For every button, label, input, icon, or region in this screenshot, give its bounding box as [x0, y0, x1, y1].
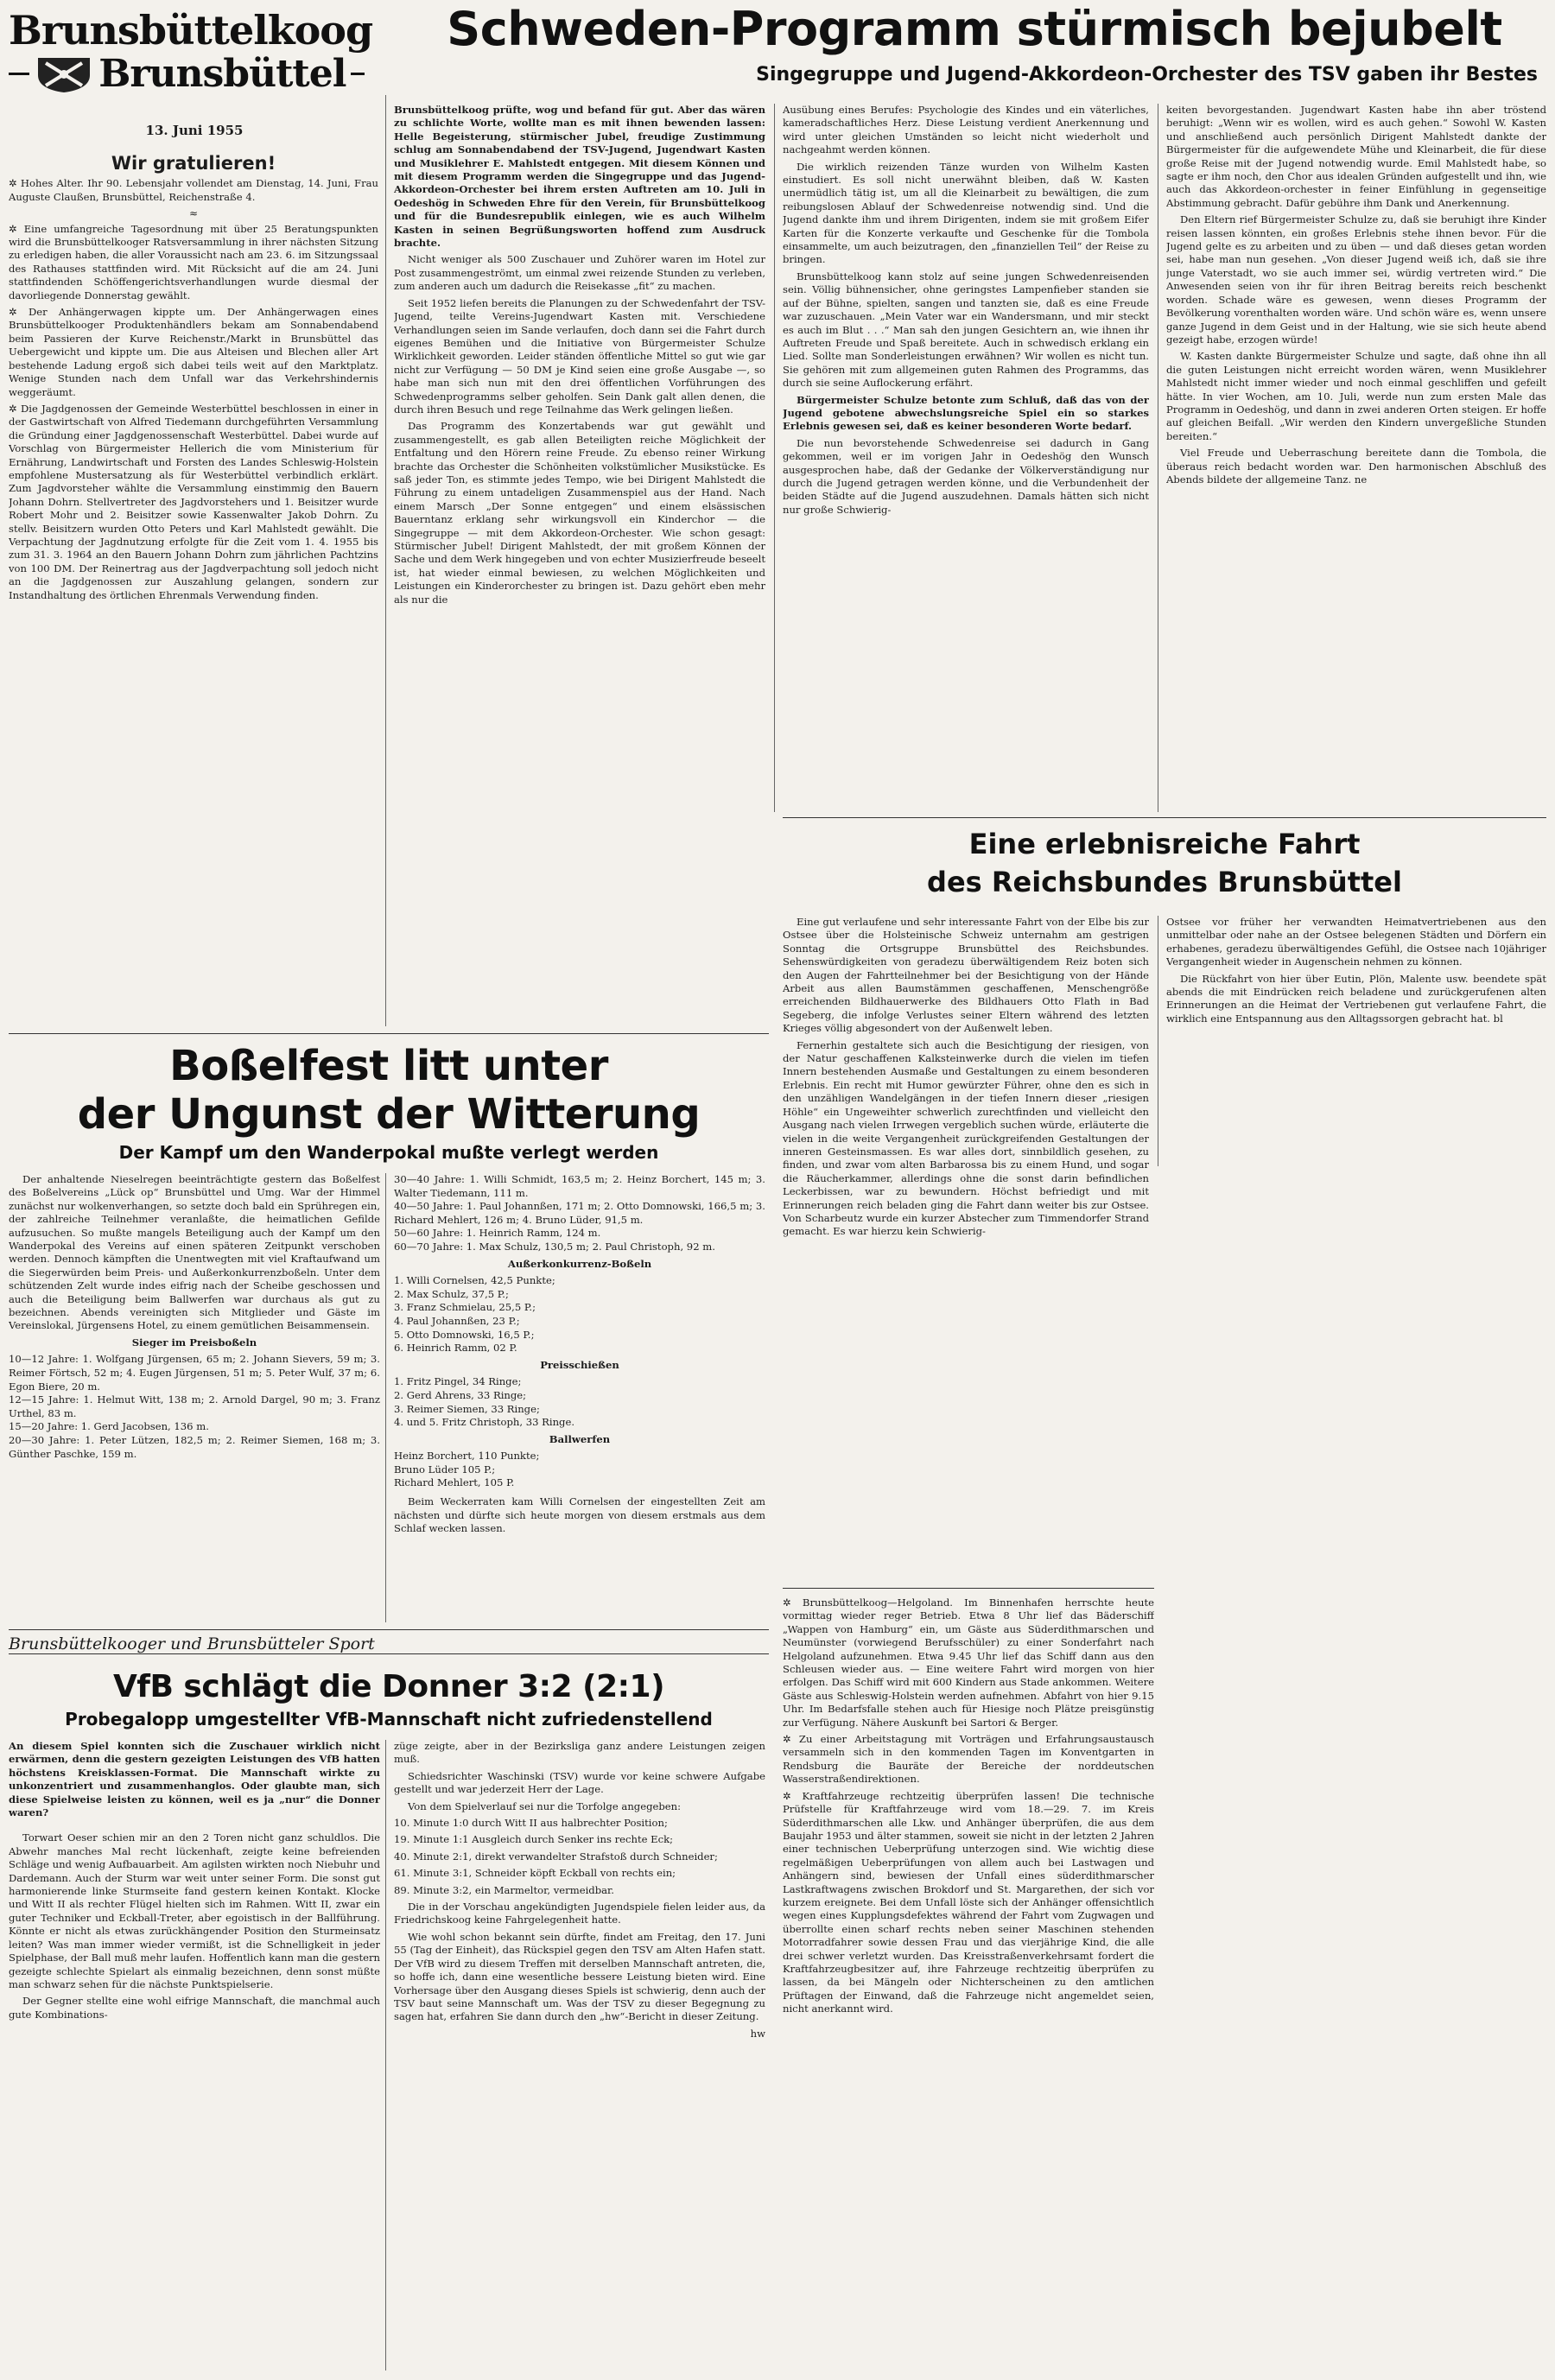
reichsbund-column-1 [783, 916, 1149, 1581]
sport-paragraph: Wie wohl schon bekannt sein dürfte, findet am Freitag, den 17. Juni 55 (Tag der Einheit), das Rückspiel gegen den TSV am Alten Hafen statt. Der VfB wird zu diesem Treffen mit derselben Mannschaft antreten, die, so hoffe ich, dann eine wesentliche bessere Leistung bieten wird. Eine Vorhersage über den Ausgang dieses Spiels ist schwierig, denn auch der TSV baut seine Mannschaft um. Was der TSV zu dieser Begegnung zu sagen hat, erfahren Sie dann durch den „hw“-Bericht in dieser Zeitung. [394, 1930, 765, 2023]
reichsbund-paragraph: Fernerhin gestaltete sich auch die Besichtigung der riesigen, von der Natur geschaffenen Kalksteinwerke durch die vielen im tiefen Innern bestehenden Ausmaße und Gestaltungen zu einem besonderen Erlebnis. Ein recht mit Humor gewürzter Führer, ohne den es sich in den unzähligen Wandelgängen in der tiefen Innern dieser „riesigen Höhle“ ein Ungeweihter schwerlich zurechtfinden und vielleicht den Ausgang nach vielen Irrwegen vergeblich suchen würde, erläuterte die vielen in die weite Vergangenheit zurückgreifenden Gestaltungen der inneren Gesteinsmassen. Es war alles dort, sinnbildlich gesehen, zu finden, und zwar vom alten Barbarossa bis zu einem Hund, und sogar die Räucherkammer, allerdings ohne die sonst darin befindlichen Leckerbissen, war zu bewundern. Höchst befriedigt und mit Erinnerungen reich beladen ging die Fahrt dann weiter bis zur Ostsee. Von Scharbeutz wurde ein kurzer Abstecher zum Timmendorfer Strand gemacht. Es war hierzu kein Schwierig- [783, 1038, 1149, 1238]
bosselfest-column-1 [9, 1173, 380, 1622]
headline-schweden: Schweden-Programm stürmisch bejubelt [447, 2, 1502, 56]
result-row: 3. Reimer Siemen, 33 Ringe; [394, 1402, 540, 1415]
bosselfest-paragraph: Der anhaltende Nieselregen beeinträchtigte gestern das Boßelfest des Boßelvereins „Lück op“ Brunsbüttel und Umg. War der Himmel zunächst nur wolkenverhangen, so setzte doch bald ein Sprühregen ein, der zahlreiche Teilnehmer veranlaßte, die heimatlichen Gefilde aufzusuchen. So mußte mangels Beteiligung auch der Kampf um den Wanderpokal des Vereins auf einen späteren Zeitpunkt verschoben werden. Dennoch kämpften die Unentwegten mit viel Kraftaufwand um die Siegerwürden beim Preis- und Außerkonkurrenzboßeln. Unter dem schützenden Zelt wurde indes eifrig nach der Scheibe geschossen und auch die Beteiligung beim Ballwerfen war durchaus als gut zu bezeichnen. Abends vereinigten sich Mitglieder und Gäste im Vereinslokal, Jürgensens Hotel, zu einem gemütlichen Beisammensein. [9, 1173, 380, 1332]
sport-paragraph: Der Gegner stellte eine wohl eifrige Mannschaft, die manchmal auch gute Kombinations- [9, 1995, 380, 2021]
schweden-column-3 [1166, 104, 1546, 812]
sport-lead: An diesem Spiel konnten sich die Zuschauer wirklich nicht erwärmen, denn die gestern gezeigten Leistungen des VfB hatten höchstens Kreisklassen-Format. Die Mannschaft wirkte zu unkonzentriert und zusammenhanglos. Oder glaubte man, sich diese Spielweise leisten zu können, weil es ja „nur“ die Donner waren? [9, 1740, 380, 1819]
result-row: 5. Otto Domnowski, 16,5 P.; [394, 1328, 535, 1341]
goal-row: 40. Minute 2:1, direkt verwandelter Strafstoß durch Schneider; [394, 1850, 718, 1863]
reichsbund-paragraph: Ostsee vor früher her verwandten Heimatvertriebenen aus den unmittelbar oder nahe an der Ostsee belegenen Städten und Dörfern ein erhabenes, geradezu überwältigendes Gefühl, die Ostsee nach 10jähriger Vergangenheit wieder in Augenschein nehmen zu können. [1166, 916, 1546, 968]
headline-reichsbund-2: des Reichsbundes Brunsbüttel [927, 866, 1402, 898]
sport-paragraph: züge zeigte, aber in der Bezirksliga ganz andere Leistungen zeigen muß. [394, 1740, 765, 1766]
notes-column [783, 1596, 1154, 2370]
bosselfest-closing: Beim Weckerraten kam Willi Cornelsen der eingestellten Zeit am nächsten und dürfte sich heute morgen von diesem erstmals aus dem Schlaf wecken lassen. [394, 1495, 765, 1535]
result-row: 6. Heinrich Ramm, 02 P. [394, 1342, 517, 1355]
sport-paragraph: Schiedsrichter Waschinski (TSV) wurde vor keine schwere Aufgabe gestellt und war jederzeit Herr der Lage. [394, 1769, 765, 1796]
schweden-paragraph: Den Eltern rief Bürgermeister Schulze zu, daß sie beruhigt ihre Kinder reisen lassen könnten, ein großes Erlebnis stehe ihnen bevor. Für die Jugend gelte es zu arbeiten und zu üben — und daß dieses getan worden sei, habe man nun gesehen. „Von dieser Jugend weiß ich, daß sie ihre junge Vaterstadt, wo sie auch immer sei, würdig vertreten wird.“ Die Anwesenden seien von ihr für ihren Beitrag bereits reich beschenkt worden. Schade wäre es gewesen, wenn dieses Programm der Bevölkerung vorenthalten worden wäre. Und schön wäre es, wenn unsere ganze Jugend in dem Geist und in der Haltung, wie sie sich heute abend gezeigt habe, erzogen würde! [1166, 213, 1546, 346]
schweden-paragraph: W. Kasten dankte Bürgermeister Schulze und sagte, daß ohne ihn all die guten Leistungen nicht erreicht worden wären, wenn Musiklehrer Mahlstedt nicht immer wieder und noch einmal geschliffen und gefeilt hätte. In vier Wochen, am 10. Juli, werde nun zum ersten Male das Programm in Oedeshög, und dann in zwei anderen Orten steigen. Er hoffe auf gleichen Beifall. „Wir werden den Kindern unvergeßliche Stunden bereiten.“ [1166, 350, 1546, 442]
schweden-lead: Brunsbüttelkoog prüfte, wog und befand für gut. Aber das wären zu schlichte Worte, wollte man es mit ihnen bewenden lassen: Helle Begeisterung, stürmischer Jubel, freudige Zustimmung schlug am Sonnabendabend der TSV-Jugend, Jugendwart Kasten und Musiklehrer E. Mahlstedt entgegen. Mit diesem Können und mit diesem Programm werden die Singegruppe und das Jugend-Akkordeon-Orchester bei ihrem ersten Auftreten am 10. Juli in Oedeshög in Schweden Ehre für den Verein, für Brunsbüttelkoog und für die Bundesrepublik einlegen, wie es auch Wilhelm Kasten in seinen Begrüßungsworten hoffend zum Ausdruck brachte. [394, 104, 765, 250]
reichsbund-paragraph: Die Rückfahrt von hier über Eutin, Plön, Malente usw. beendete spät abends die mit Eindrücken reich beladene und zurückgerufenen alten Erinnerungen an die Heimat der Vertriebenen gut verlaufene Fahrt, die wirklich eine Entspannung aus den Alltagssorgen gebracht hat. bl [1166, 972, 1546, 1025]
headline-vfb: VfB schlägt die Donner 3:2 (2:1) [112, 1669, 665, 1704]
column-divider [385, 1740, 386, 2370]
result-row: Richard Mehlert, 105 P. [394, 1476, 515, 1489]
schweden-paragraph: Die wirklich reizenden Tänze wurden von Wilhelm Kasten einstudiert. Es soll nicht unerwähnt bleiben, daß W. Kasten unermüdlich tätig ist, um all die Kleinarbeit zu bewältigen, die zum reibungslosen Ablauf der Schwedenreise notwendig sind. Und die Jugend dankte ihm und ihrem Dirigenten, indem sie mit großem Eifer Karten für die Konzerte verkaufte und Geschenke für die Tombola einsammelte, um auch beizutragen, den „finanziellen Teil“ der Reise zu bringen. [783, 160, 1149, 266]
headline-bosselfest-1: Boßelfest litt unter [169, 1042, 608, 1090]
note-jagdgenossen: ✲ Die Jagdgenossen der Gemeinde Westerbüttel beschlossen in einer in der Gastwirtschaft von Alfred Tiedemann durchgeführten Versammlung die Gründung einer Jagdgenossenschaft Westerbüttel. Dabei wurde auf Vorschlag von Bürgermeister Hellerich die vom Ministerium für Ernährung, Landwirtschaft und Forsten des Landes Schleswig-Holstein empfohlene Mustersatzung als für Westerbüttel verbindlich erklärt. Zum Jagdvorsteher wählte die Versammlung einstimmig den Bauern Johann Dohrn. Stellvertreter des Jagdvorstehers und 1. Beisitzer wurde Robert Mohr und 2. Beisitzer sowie Kassenwalter Jakob Dohrn. Zu stellv. Beisitzern wurden Otto Peters und Karl Mahlstedt gewählt. Die Verpachtung der Jagdnutzung erfolgte für die Zeit vom 1. 4. 1955 bis zum 31. 3. 1964 an den Bauern Johann Dohrn zum jährlichen Pachtzins von 100 DM. Der Reinertrag aus der Jagdverpachtung soll jedoch nicht an die Jagdgenossen zur Auszahlung gelangen, sondern zur Instandhaltung des örtlichen Ehrenmals Verwendung finden. [9, 402, 378, 601]
goal-row: 10. Minute 1:0 durch Witt II aus halbrechter Position; [394, 1817, 668, 1830]
town-crest-icon [34, 54, 94, 94]
schweden-bold-paragraph: Bürgermeister Schulze betonte zum Schluß, daß das von der Jugend gebotene abwechslungsreiche Spiel ein so starkes Erlebnis gewesen sei, daß es keiner besonderen Worte bedarf. [783, 393, 1149, 433]
column-divider [774, 104, 775, 812]
sport-paragraph: Die in der Vorschau angekündigten Jugendspiele fielen leider aus, da Friedrichskoog keine Fahrgelegenheit hatte. [394, 1901, 765, 1926]
column-divider [385, 1173, 386, 1622]
subhead-bosselfest: Der Kampf um den Wanderpokal mußte verlegt werden [118, 1142, 659, 1163]
result-row: 20—30 Jahre: 1. Peter Lützen, 182,5 m; 2. Reimer Siemen, 168 m; 3. Günther Paschke, 159 m. [9, 1434, 380, 1460]
results-title-preis: Sieger im Preisboßeln [131, 1336, 257, 1349]
bosselfest-column-2 [394, 1173, 765, 1622]
sport-banner: Brunsbüttelkooger und Brunsbütteler Sport [9, 1634, 769, 1654]
schweden-column-1 [394, 104, 765, 1028]
note-hohes-alter: ✲ Hohes Alter. Ihr 90. Lebensjahr vollendet am Dienstag, 14. Juni, Frau Auguste Claußen, Brunsbüttel, Reichenstraße 4. [9, 177, 378, 203]
note-helgoland: ✲ Brunsbüttelkoog—Helgoland. Im Binnenhafen herrschte heute vormittag wieder reger Betrieb. Etwa 8 Uhr lief das Bäderschiff „Wappen von Hamburg“ ein, um Gäste aus Süderdithmarschen und Neumünster (vorwiegend Berufsschüler) zu einer Sonderfahrt nach Helgoland aufzunehmen. Etwa 9.45 Uhr lief das Schiff dann aus den Schleusen wieder aus. — Eine weitere Fahrt wird morgen von hier erfolgen. Das Schiff wird mit 600 Kindern aus Stade ankommen. Weitere Gäste aus Schleswig-Holstein werden aufnehmen. Abfahrt von hier 9.15 Uhr. Im Bedarfsfalle stehen auch für Hiesige noch Plätze preisgünstig zur Verfügung. Nähere Auskunft bei Sartori & Berger. [783, 1596, 1154, 1729]
masthead [9, 7, 380, 154]
results-title-ausser: Außerkonkurrenz-Boßeln [507, 1257, 652, 1270]
section-rule [783, 1588, 1154, 1589]
reichsbund-column-2 [1166, 916, 1546, 1175]
result-row: 12—15 Jahre: 1. Helmut Witt, 138 m; 2. Arnold Dargel, 90 m; 3. Franz Urthel, 83 m. [9, 1393, 380, 1419]
result-row: 4. und 5. Fritz Christoph, 33 Ringe. [394, 1416, 575, 1429]
column-divider [385, 95, 386, 1026]
subhead-schweden: Singegruppe und Jugend-Akkordeon-Orchester des TSV gaben ihr Bestes [756, 64, 1538, 86]
issue-date: 13. Juni 1955 [145, 123, 244, 138]
schweden-paragraph: Die nun bevorstehende Schwedenreise sei dadurch in Gang gekommen, weil er im vorigen Jahr in Oedeshög den Wunsch ausgesprochen habe, daß der Gedanke der Völkerverständigung nur durch die Jugend getragen werden könne, und die Verbundenheit der beiden Städte auf die Jugend auszudehnen. Damals hätten sich nicht nur große Schwierig- [783, 436, 1149, 516]
schweden-paragraph: Nicht weniger als 500 Zuschauer und Zuhörer waren im Hotel zur Post zusammengeströmt, um einmal zwei reizende Stunden zu verleben, zum anderen auch um dadurch die Reisekasse „fit“ zu machen. [394, 253, 765, 293]
masthead-title-koog: Brunsbüttelkoog [9, 7, 373, 54]
schweden-paragraph: Das Programm des Konzertabends war gut gewählt und zusammengestellt, es gab allen Beteiligten reiche Möglichkeit der Entfaltung und den Hörern reine Freude. Zu ebenso reiner Wirkung brachte das Orchester die Schönheiten volkstümlicher Musikstücke. Es saß jeder Ton, es stimmte jedes Tempo, wie bei Dirigent Mahlstedt die Führung zu einem untadeligen Zusammenspiel aus der Hand. Nach einem Marsch „Der Sonne entgegen“ und einem elsässischen Bauerntanz erklang sehr wirkungsvoll ein Kinderchor — die Singegruppe — mit dem Akkordeon-Orchester. Wie schon gesagt: Stürmischer Jubel! Dirigent Mahlstedt, der mit großem Können der Sache und dem Werk hingegeben und von echter Musizierfreude beseelt ist, hat wieder einmal bewiesen, zu welchen Möglichkeiten und Leistungen ein Kinderorchester zu bringen ist. Dazu gehört eben mehr als nur die [394, 420, 765, 606]
result-row: Bruno Lüder 105 P.; [394, 1463, 496, 1476]
goal-row: 19. Minute 1:1 Ausgleich durch Senker ins rechte Eck; [394, 1833, 674, 1846]
result-row: 2. Max Schulz, 37,5 P.; [394, 1287, 509, 1300]
result-row: 1. Fritz Pingel, 34 Ringe; [394, 1375, 522, 1388]
results-title-ballwerfen: Ballwerfen [549, 1432, 611, 1445]
result-row: 3. Franz Schmielau, 25,5 P.; [394, 1301, 536, 1314]
schweden-paragraph: keiten bevorgestanden. Jugendwart Kasten habe ihn aber tröstend beruhigt: „Wenn wir es wollen, wird es auch gehen.“ Sowohl W. Kasten und anschließend auch persönlich Dirigent Mahlstedt dankte der Bürgermeister für die aufgewendete Mühe und Kleinarbeit, die für diese große Reise mit der Jugend notwendig wurde. Emil Mahlstedt habe, so sagte er ihm noch, den Chor aus idealen Gründen aufgestellt und ihn, wie auch das Akkordeon-orchester in feiner Einfühlung in gegenseitige Abstimmung gebracht. Dafür gebühre ihm Dank und Anerkennung. [1166, 104, 1546, 209]
masthead-left-rule [9, 73, 29, 75]
result-row: Heinz Borchert, 110 Punkte; [394, 1450, 540, 1463]
subhead-vfb: Probegalopp umgestellter VfB-Mannschaft nicht zufriedenstellend [65, 1709, 713, 1729]
section-rule [783, 817, 1546, 818]
goal-row: 61. Minute 3:1, Schneider köpft Eckball von rechts ein; [394, 1867, 676, 1880]
result-row: 1. Willi Cornelsen, 42,5 Punkte; [394, 1274, 555, 1287]
note-anhaengerwagen: ✲ Der Anhängerwagen kippte um. Der Anhängerwagen eines Brunsbüttelkooger Produktenhändlers bekam am Sonnabendabend beim Passieren der Kurve Reichenstr./Markt in Brunsbüttel das Uebergewicht und kippte um. Die aus Alteisen und Blechen aller Art bestehende Ladung ergoß sich dabei teils weit auf den Marktplatz. Wenige Stunden nach dem Unfall war das Verkehrshindernis weggeräumt. [9, 306, 378, 398]
note-arbeitstagung: ✲ Zu einer Arbeitstagung mit Vorträgen und Erfahrungsaustausch versammeln sich in den kommenden Tagen im Konventgarten in Rendsburg die Bauräte der Bereiche der norddeutschen Wasserstraßendirektionen. [783, 1733, 1154, 1786]
separator-icon: ≈ [188, 207, 199, 220]
sport-column-2 [394, 1740, 765, 2375]
headline-reichsbund-1: Eine erlebnisreiche Fahrt [968, 828, 1361, 860]
note-tagesordnung: ✲ Eine umfangreiche Tagesordnung mit über 25 Beratungspunkten wird die Brunsbüttelkooger Ratsversammlung in ihrer nächsten Sitzung zu erledigen haben, die aller Voraussicht nach am 23. 6. im Sitzungssaal des Rathauses stattfinden wird. Mit Rücksicht auf die am 24. Juni stattfindenden Schöffengerichtsverhandlungen wurde diesmal der davorliegende Donnerstag gewählt. [9, 222, 378, 301]
schweden-paragraph: Seit 1952 liefen bereits die Planungen zu der Schwedenfahrt der TSV-Jugend, teilte Vereins-Jugendwart Kasten mit. Verschiedene Verhandlungen seien im Sande verlaufen, doch dann sei die Fahrt durch eigenes Bemühen und die Initiative von Bürgermeister Schulze Wirklichkeit geworden. Leider ständen öffentliche Mittel so gut wie gar nicht zur Verfügung — 50 DM je Kind seien eine große Ausgabe —, so habe man sich nun mit den drei öffentlichen Vorführungen des Schwedenprogramms selber geholfen. Sein Dank galt allen denen, die durch ihren Besuch und rege Teilnahme das Werk gelingen ließen. [394, 296, 765, 416]
schweden-column-2 [783, 104, 1149, 812]
result-row: 60—70 Jahre: 1. Max Schulz, 130,5 m; 2. Paul Christoph, 92 m. [394, 1240, 715, 1253]
masthead-title-bruns: Brunsbüttel [98, 52, 346, 96]
section-rule [9, 1629, 769, 1630]
sport-column-1 [9, 1740, 380, 2375]
result-row: 10—12 Jahre: 1. Wolfgang Jürgensen, 65 m; 2. Johann Sievers, 59 m; 3. Reimer Förtsch, 52 m; 4. Eugen Jürgensen, 51 m; 5. Peter Wulf, 37 m; 6. Egon Biere, 20 m. [9, 1353, 380, 1393]
schweden-paragraph: Viel Freude und Ueberraschung bereitete dann die Tombola, die überaus reich bedacht worden war. Den harmonischen Abschluß des Abends bildete der allgemeine Tanz. ne [1166, 447, 1546, 486]
section-title-congrats: Wir gratulieren! [111, 154, 276, 174]
headline-bosselfest-2: der Ungunst der Witterung [77, 1090, 701, 1139]
masthead-row [9, 52, 365, 96]
result-row: 40—50 Jahre: 1. Paul Johannßen, 171 m; 2. Otto Domnowski, 166,5 m; 3. Richard Mehlert, 126 m; 4. Bruno Lüder, 91,5 m. [394, 1200, 765, 1226]
sport-paragraph: Von dem Spielverlauf sei nur die Torfolge angegeben: [408, 1799, 682, 1812]
masthead-right-rule [351, 73, 365, 75]
result-row: 30—40 Jahre: 1. Willi Schmidt, 163,5 m; 2. Heinz Borchert, 145 m; 3. Walter Tiedemann, 111 m. [394, 1173, 765, 1199]
note-kraftfahrzeuge: ✲ Kraftfahrzeuge rechtzeitig überprüfen lassen! Die technische Prüfstelle für Kraftfahrzeuge wird vom 18.—29. 7. im Kreis Süderdithmarschen alle Lkw. und Anhänger überprüfen, die aus dem Baujahr 1953 und älter stammen, soweit sie nicht in der letzten 2 Jahren einer technischen Ueberprüfung unterzogen sind. Wie wichtig diese regelmäßigen Ueberprüfungen von allem auch bei Lastwagen und Anhängern sind, bewiesen der Unfall eines süderdithmarscher Lastkraftwagens zwischen Brokdorf und St. Margarethen, der sich vor kurzem ereignete. Bei dem Unfall löste sich der Anhänger offensichtlich wegen eines Kupplungsdefektes während der Fahrt vom Zugwagen und überrollte einen scharf rechts neben seiner Maschinen stehenden Motorradfahrer sowie dessen Frau und das vierjährige Kind, die alle drei schwer verletzt wurden. Das Kreisstraßenverkehrsamt fordert die Kraftfahrzeugbesitzer auf, ihre Fahrzeuge rechtzeitig überprüfen zu lassen, da bei Mängeln oder Nichterscheinen zu den amtlichen Prüftagen der Einwand, daß die Fahrzeuge nicht angemeldet seien, nicht anerkannt wird. [783, 1789, 1154, 2015]
result-row: 4. Paul Johannßen, 23 P.; [394, 1314, 520, 1327]
schweden-paragraph: Brunsbüttelkoog kann stolz auf seine jungen Schwedenreisenden sein. Völlig bühnensicher, ohne geringstes Lampenfieber standen sie auf der Bühne, spielten, sangen und tanzten sie, daß es eine Freude war zuzuschauen. „Mein Vater war ein Wandersmann, und mir steckt es auch im Blut . . .“ Man sah den jungen Gesichtern an, wie ihnen ihr Auftreten Freude und Spaß bereitete. Auch in schwedisch erklang ein Lied. Sollte man Sonderleistungen erwähnen? Wir wollen es nicht tun. Sie gehören mit zum allgemeinen guten Rahmen des Programms, das durch sie seine Auflockerung erfährt. [783, 270, 1149, 390]
goal-row: 89. Minute 3:2, ein Marmeltor, vermeidbar. [394, 1883, 614, 1896]
left-news-column [9, 154, 378, 1026]
section-rule [9, 1033, 769, 1034]
sport-paragraph: Torwart Oeser schien mir an den 2 Toren nicht ganz schuldlos. Die Abwehr manches Mal recht lückenhaft, zeigte keine befreienden Schläge und wenig Aufbauarbeit. Am agilsten wirkten noch Niebuhr und Dardemann. Auch der Sturm war weit unter seiner Form. Die sonst gut harmonierende linke Sturmseite fand gestern keinen Kontakt. Klocke und Witt II als rechter Flügel hielten sich im Rahmen. Witt II, zwar ein guter Techniker und Eckball-Treter, aber egoistisch in der Ballführung. Könnte er nicht als etwas zurückhängender Position den Sturmeinsatz leiten? Was man immer wieder vermißt, ist die Schnelligkeit in jeder Spielphase, der Ball muß mehr laufen. Hoffentlich kann man die gestern gezeigte schlechte Spielart als einmalig bezeichnen, denn sonst müßte man schwarz sehen für die nächste Punktspielserie. [9, 1831, 380, 1990]
result-row: 15—20 Jahre: 1. Gerd Jacobsen, 136 m. [9, 1420, 209, 1433]
result-row: 2. Gerd Ahrens, 33 Ringe; [394, 1388, 527, 1401]
sport-signature: hw [750, 2027, 765, 2040]
result-row: 50—60 Jahre: 1. Heinrich Ramm, 124 m. [394, 1227, 601, 1240]
schweden-paragraph: Ausübung eines Berufes: Psychologie des Kindes und ein väterliches, kameradschaftliches Herz. Diese Leistung verdient Anerkennung und wird unter gleichen Umständen so leicht nicht wiederholt und nachgeahmt werden können. [783, 104, 1149, 156]
reichsbund-paragraph: Eine gut verlaufene und sehr interessante Fahrt von der Elbe bis zur Ostsee über die Holsteinische Schweiz unternahm am gestrigen Sonntag die Ortsgruppe Brunsbüttel des Reichsbundes. Sehenswürdigkeiten von geradezu überwältigendem Reiz boten sich den Augen der Fahrtteilnehmer bei der Besichtigung von der Hände Arbeit aus allen Baumstämmen geschaffenen, Menschengröße erreichenden Bildhauerwerke des Bildhauers Otto Flath in Bad Segeberg, die infolge Verlustes seiner Eltern während des letzten Krieges völlig abgesondert von der Außenwelt leben. [783, 916, 1149, 1035]
results-title-preisschiessen: Preisschießen [540, 1358, 619, 1371]
